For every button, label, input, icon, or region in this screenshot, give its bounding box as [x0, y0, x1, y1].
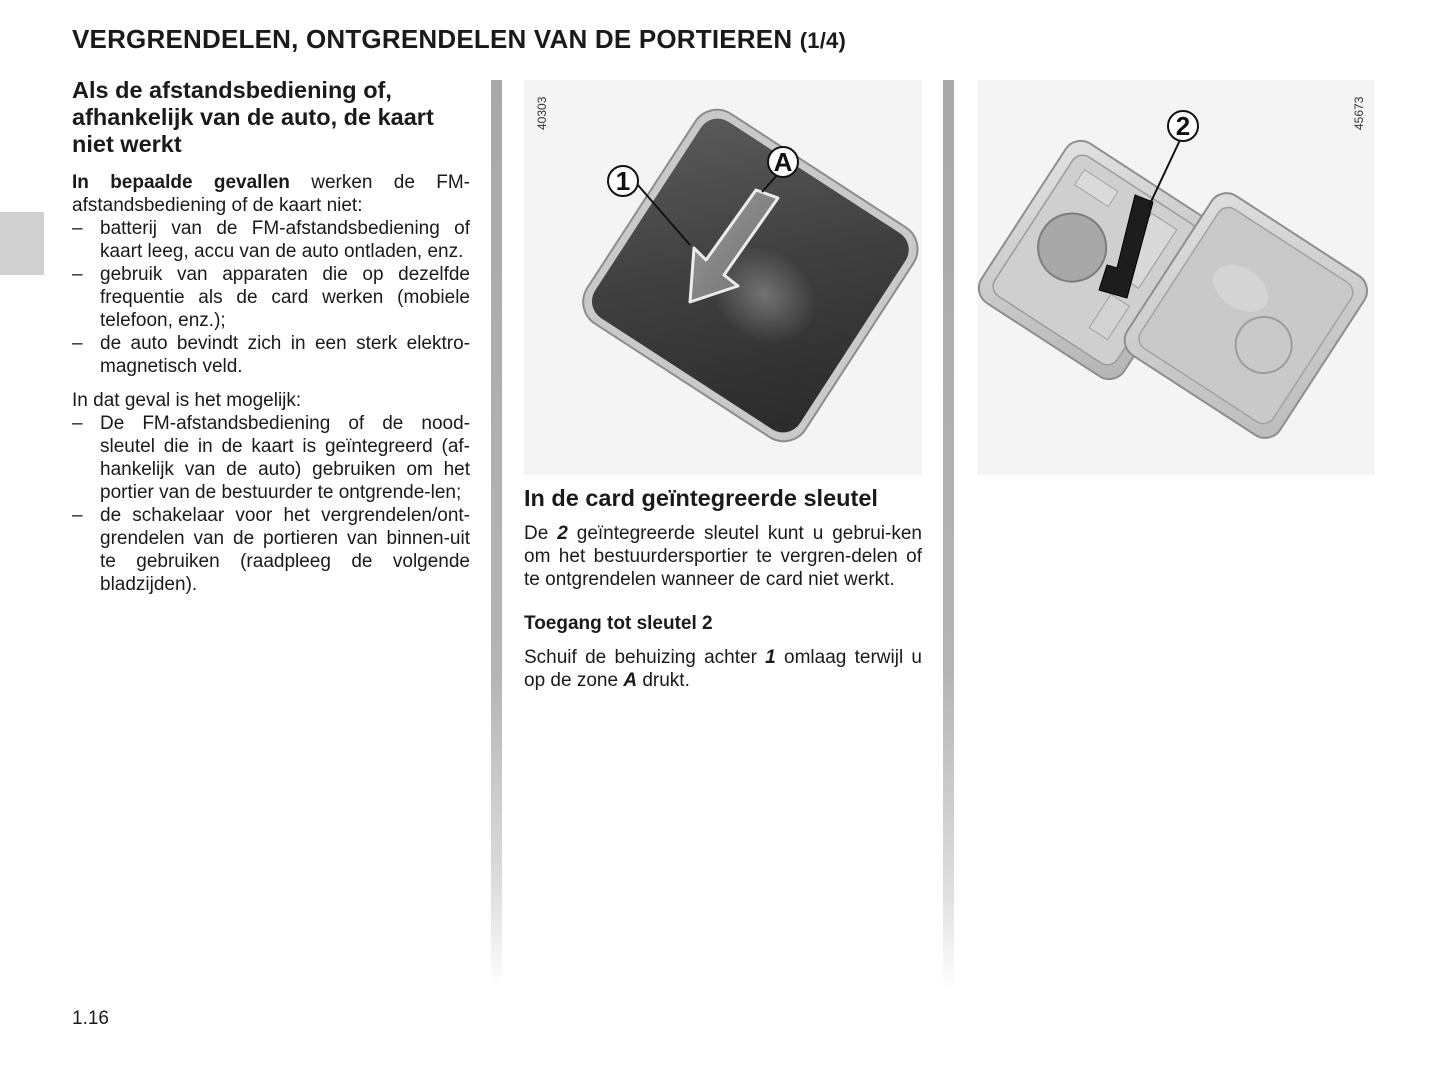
middle-heading: In de card geïntegreerde sleutel [524, 485, 878, 511]
dash-mark: – [72, 413, 83, 434]
cause-text: de auto bevindt zich in een sterk elektro-magnetisch veld. [100, 333, 470, 377]
left-intro-bold: In bepaalde gevallen [72, 172, 290, 193]
callout-a-label: A [773, 147, 793, 177]
dash-mark: – [72, 505, 83, 526]
cause-item [72, 217, 470, 263]
cause-item [72, 332, 470, 378]
card-illustration [524, 80, 922, 475]
dash-mark: – [72, 333, 83, 354]
figure-code: 45673 [1352, 96, 1366, 130]
column-divider-right [943, 80, 954, 990]
callout-2-label: 2 [1175, 111, 1191, 141]
page-title-part: (1/4) [799, 28, 846, 53]
middle-column [524, 485, 922, 692]
middle-subheading: Toegang tot sleutel 2 [524, 613, 713, 634]
middle-paragraph-1 [524, 522, 922, 591]
options-list [72, 412, 470, 596]
callout-1-label: 1 [615, 166, 631, 196]
page-title [72, 24, 846, 55]
dash-mark: – [72, 264, 83, 285]
left-heading: Als de afstandsbediening of, afhankelijk van de auto, de kaart niet werkt [72, 77, 434, 157]
left-then-text: In dat geval is het mogelijk: [72, 390, 302, 411]
cause-item [72, 263, 470, 332]
dash-mark: – [72, 218, 83, 239]
para1-pre: De [524, 523, 558, 544]
causes-list [72, 217, 470, 378]
left-intro [72, 171, 470, 217]
zone-ref: A [623, 670, 638, 691]
opened-card-figure [977, 80, 1375, 475]
section-side-tab [0, 212, 44, 275]
para2-b: omlaag terwijl u op de zone [524, 647, 922, 691]
cause-text: batterij van de FM-afstandsbediening of kaart leeg, accu van de auto ontladen, enz. [100, 218, 470, 262]
left-intro-rest: werken de FM-afstandsbediening of de kaart niet: [72, 172, 471, 216]
option-text: De FM-afstandsbediening of de nood-sleutel die in de kaart is geïntegreerd (af-hankelijk van de auto) gebruiken om het portier van de bestuurder te ontgrende-len; [100, 413, 470, 503]
option-item [72, 504, 470, 596]
left-column [72, 77, 470, 596]
para1-post: geïntegreerde sleutel kunt u gebrui-ken om het bestuurdersportier te vergren-delen of te ontgrendelen wanneer de card niet werkt. [524, 523, 922, 590]
card-figure [524, 80, 922, 475]
middle-paragraph-2 [524, 646, 922, 692]
key-number-ref: 2 [557, 523, 568, 544]
housing-number-ref: 1 [765, 647, 776, 668]
page-number: 1.16 [72, 1008, 109, 1029]
para2-c: drukt. [637, 670, 690, 691]
para2-a: Schuif de behuizing achter [524, 647, 766, 668]
card-body [573, 100, 922, 451]
option-item [72, 412, 470, 504]
column-divider-left [491, 80, 502, 990]
opened-card-illustration [977, 80, 1375, 475]
figure-code: 40303 [535, 96, 549, 130]
cause-text: gebruik van apparaten die op dezelfde frequentie als de card werken (mobiele telefoon, enz.); [100, 264, 470, 331]
page-title-main: VERGRENDELEN, ONTGRENDELEN VAN DE PORTIEREN [72, 24, 793, 54]
option-text: de schakelaar voor het vergrendelen/ont-grendelen van de portieren van binnen-uit te gebruiken (raadpleeg de volgende bladzijden). [100, 505, 470, 595]
